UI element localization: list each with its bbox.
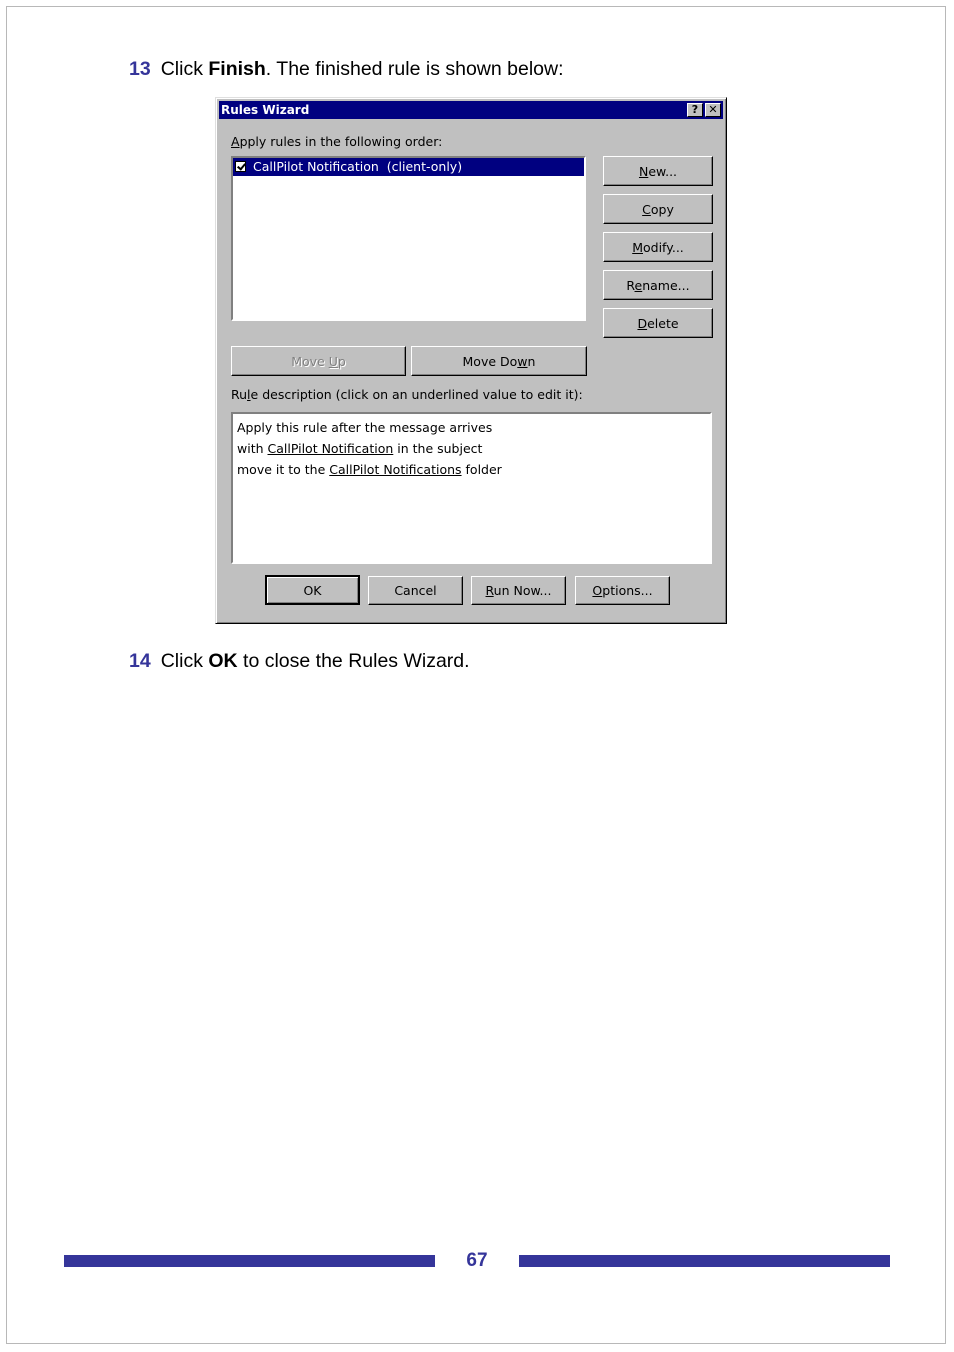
- modify-button[interactable]: Modify...: [603, 232, 713, 262]
- delete-button[interactable]: Delete: [603, 308, 713, 338]
- rules-listbox[interactable]: [231, 156, 586, 321]
- move-up-button[interactable]: Move Up: [231, 346, 406, 376]
- step-number: 13: [129, 58, 151, 80]
- step-number: 14: [129, 650, 151, 672]
- page-number: 67: [466, 1250, 488, 1271]
- step-text-pre: Click: [160, 650, 209, 672]
- step-text-bold: Finish: [208, 58, 266, 80]
- dialog-titlebar: [219, 101, 723, 119]
- move-down-button[interactable]: Move Down: [411, 346, 587, 376]
- description-line-3: move it to the CallPilot Notifications folder: [237, 462, 502, 477]
- help-icon[interactable]: ?: [687, 103, 703, 117]
- step-text-post: to close the Rules Wizard.: [237, 650, 470, 672]
- run-now-button[interactable]: Run Now...: [471, 576, 566, 605]
- step-14: [129, 650, 470, 673]
- ok-button[interactable]: OK: [265, 575, 360, 605]
- subject-value-link[interactable]: CallPilot Notification: [267, 441, 394, 456]
- rename-button[interactable]: Rename...: [603, 270, 713, 300]
- rule-description-label: Rule description (click on an underlined value to edit it):: [231, 387, 583, 402]
- description-line-2: with CallPilot Notification in the subject: [237, 441, 483, 456]
- footer-bar-left: [64, 1255, 435, 1267]
- step-text-pre: Click: [160, 58, 209, 80]
- close-icon[interactable]: ✕: [705, 103, 721, 117]
- new-button[interactable]: New...: [603, 156, 713, 186]
- cancel-button[interactable]: Cancel: [368, 576, 463, 605]
- step-text-bold: OK: [208, 650, 238, 672]
- list-item[interactable]: [233, 158, 584, 176]
- rules-wizard-dialog: [215, 97, 727, 624]
- step-13: [129, 58, 564, 81]
- folder-value-link[interactable]: CallPilot Notifications: [329, 462, 462, 477]
- rule-description-box: [231, 412, 712, 564]
- step-text-post: . The finished rule is shown below:: [265, 58, 564, 80]
- rule-scope: (client-only): [386, 159, 463, 174]
- options-button[interactable]: Options...: [575, 576, 670, 605]
- copy-button[interactable]: Copy: [603, 194, 713, 224]
- rules-order-label: Apply rules in the following order:: [231, 134, 443, 149]
- footer-bar-right: [519, 1255, 890, 1267]
- description-line-1: Apply this rule after the message arrives: [237, 420, 493, 435]
- rule-name: CallPilot Notification: [253, 159, 379, 174]
- dialog-title: Rules Wizard: [221, 103, 310, 117]
- rule-checkbox[interactable]: [235, 161, 246, 172]
